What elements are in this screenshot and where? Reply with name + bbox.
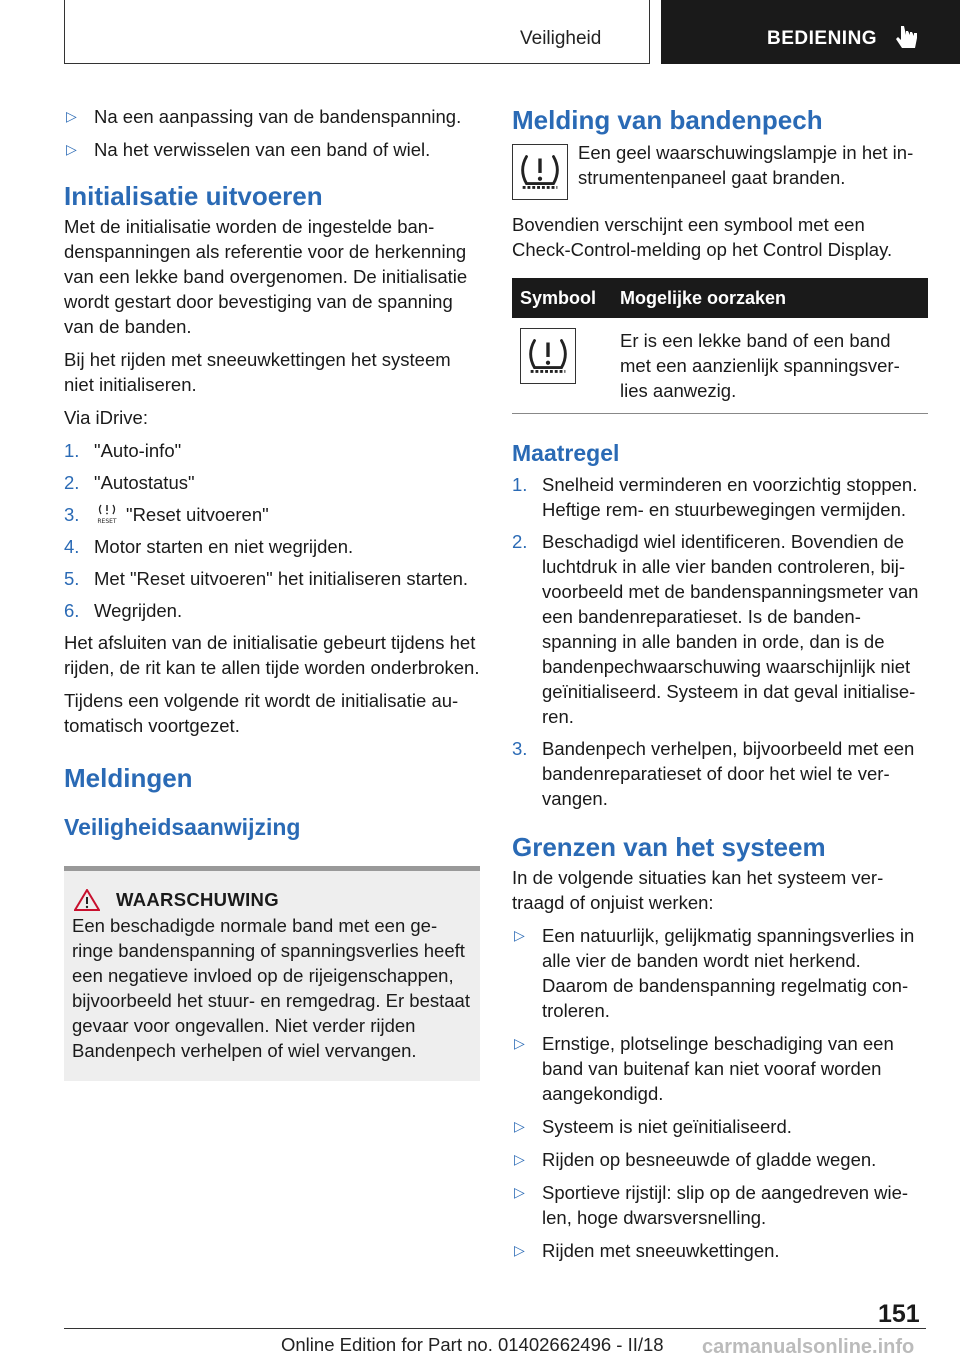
list-item: 5. Met "Reset uitvoeren" het initialiseren starten. [64,568,469,589]
list-item: 2. Beschadigd wiel identificeren. Bovendien de luchtdruk in alle vier banden controleren, bijvoorbeeld met de bandenspanningsmeter van een bandenreparatieset. Is de bandenspanning in alle banden in orde, dan is de bandenpechwaarschuwing waarschijnlijk niet geïnitialiseerd. Systeem in dat geval initialiseren. [512,531,919,727]
list-item: 3. RESET "Reset uitvoeren" [64,504,269,525]
init-steps-list [64,438,480,623]
list-item: ▷ Ernstige, plotselinge beschadiging van een band van buitenaf kan niet vooraf worden aangekondigd. [514,1033,894,1104]
intro-bullet-list [64,104,480,162]
svg-text:RESET: RESET [97,518,117,525]
triangle-bullet-icon: ▷ [514,1035,525,1051]
list-item: ▷ Sportieve rijstijl: slip op de aangedreven wielen, hoge dwarsversnelling. [514,1182,909,1228]
limits-bullet-list [512,923,928,1263]
list-item: ▷ Rijden op besneeuwde of gladde wegen. [514,1149,877,1170]
table-header-causes: Mogelijke oorzaken [612,278,928,318]
puncture-icon-row [512,140,928,200]
puncture-icon-text: Een geel waarschuwingslampje in het instrumentenpaneel gaat branden. [578,142,914,188]
list-item: 6. Wegrijden. [64,600,183,621]
safety-heading: Veiligheidsaanwijzing [64,814,301,840]
warning-triangle-icon [74,889,100,911]
warning-header [72,889,472,911]
triangle-bullet-icon: ▷ [514,927,525,943]
triangle-bullet-icon: ▷ [66,108,77,124]
header-chapter-label: BEDIENING [767,28,878,49]
list-item: ▷ Systeem is niet geïnitialiseerd. [514,1116,792,1137]
header-section-title: Veiligheid [520,28,602,49]
init-paragraph-1: Met de initialisatie worden de ingestelde bandenspanningen als referentie voor de herkenning van een lekke band overgenomen. De initialisatie wordt gestart door bevestiging van de spanning van de banden. [64,216,468,337]
list-item: 2. "Autostatus" [64,472,195,493]
limits-heading: Grenzen van het systeem [512,832,826,862]
measure-heading: Maatregel [512,440,620,466]
warning-title: WAARSCHUWING [116,889,279,910]
after-paragraph-1: Het afsluiten van de initialisatie gebeurt tijdens het rijden, de rit kan te allen tijde worden onderbroken. [64,632,480,678]
measure-steps-list [512,472,928,811]
triangle-bullet-icon: ▷ [514,1151,525,1167]
via-idrive-label: Via iDrive: [64,407,148,428]
puncture-heading: Melding van bandenpech [512,105,823,135]
triangle-bullet-icon: ▷ [514,1242,525,1258]
list-item: 3. Bandenpech verhelpen, bijvoorbeeld met een bandenreparatieset of door het wiel te vervangen. [512,738,915,809]
hand-pointer-icon [893,24,921,52]
footer-edition: Online Edition for Part no. 01402662496 - II/18 [281,1334,664,1355]
right-column [512,104,928,1271]
table-cell-symbol [512,318,612,414]
list-item: ▷ Na een aanpassing van de bandenspanning. [66,106,462,127]
meldingen-heading: Meldingen [64,763,193,793]
init-paragraph-2: Bij het rijden met sneeuwkettingen het systeem niet initialiseren. [64,349,451,395]
reset-icon [94,503,120,525]
list-item: 1. "Auto-info" [64,440,182,461]
list-item: ▷ Na het verwisselen van een band of wiel. [66,139,431,160]
footer-divider [64,1328,926,1329]
left-column [64,104,480,1081]
triangle-bullet-icon: ▷ [514,1184,525,1200]
table-header-symbol: Symbool [512,278,612,318]
warning-text: Een beschadigde normale band met een geringe bandenspanning of spanningsverlies heeft een negatieve invloed op de rijeigenschappen, bijvoorbeeld het stuur- en remgedrag. Er bestaat gevaar voor ongevallen. Niet verder rijden Bandenpech verhelpen of wiel vervangen. [72,915,470,1061]
symbol-table [512,278,928,414]
watermark: carmanualsonline.info [702,1336,915,1358]
table-cell-causes: Er is een lekke band of een band met een aanzienlijk spanningsverlies aanwezig. [612,318,928,414]
triangle-bullet-icon: ▷ [514,1118,525,1134]
tire-pressure-warning-icon [512,144,568,200]
list-item: ▷ Een natuurlijk, gelijkmatig spanningsverlies in alle vier de banden wordt niet herkend. Daarom de bandenspanning regelmatig controleren. [514,925,915,1021]
page-number: 151 [878,1300,920,1328]
triangle-bullet-icon: ▷ [66,141,77,157]
table-row [512,318,928,414]
list-item: ▷ Rijden met sneeuwkettingen. [514,1240,780,1261]
warning-box [64,866,480,1081]
after-paragraph-2: Tijdens een volgende rit wordt de initialisatie automatisch voortgezet. [64,690,459,736]
init-heading: Initialisatie uitvoeren [64,181,323,211]
header-chapter-tab [661,0,960,64]
limits-paragraph: In de volgende situaties kan het systeem vertraagd of onjuist werken: [512,867,884,913]
list-item: 4. Motor starten en niet wegrijden. [64,536,354,557]
tire-pressure-warning-icon [520,328,576,384]
list-item: 1. Snelheid verminderen en voorzichtig stoppen. Heftige rem- en stuurbewegingen vermijden. [512,474,918,520]
puncture-paragraph: Bovendien verschijnt een symbool met een Check-Control-melding op het Control Display. [512,214,893,260]
